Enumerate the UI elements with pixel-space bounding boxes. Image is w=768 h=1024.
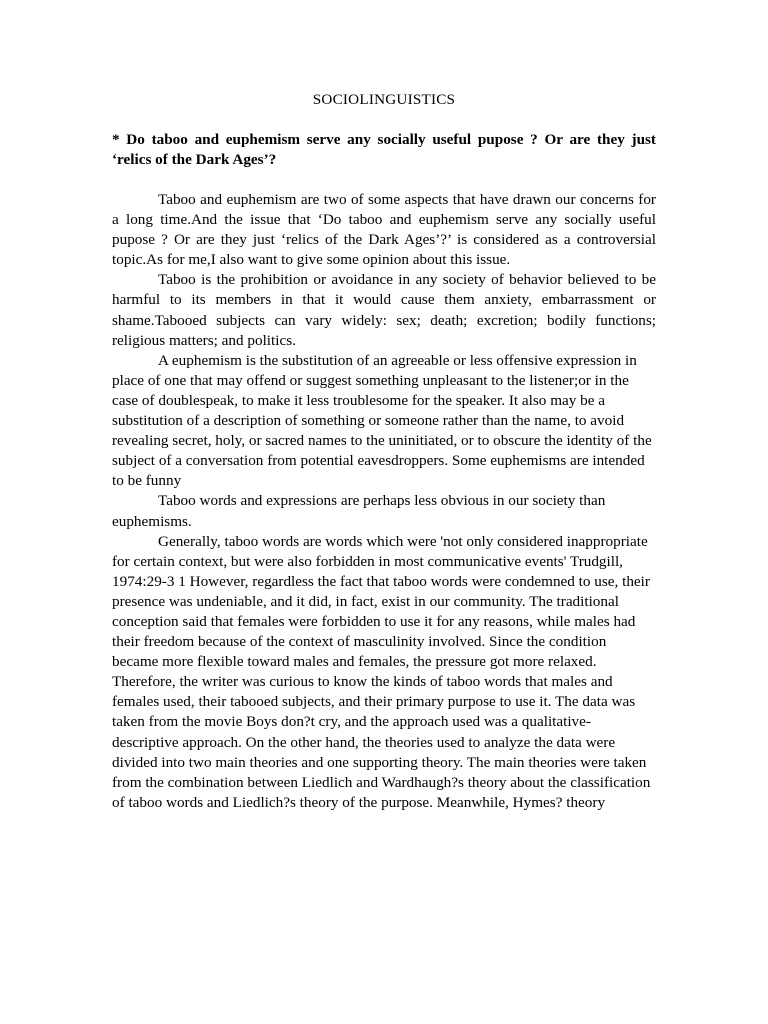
paragraph-taboo-definition: Taboo is the prohibition or avoidance in any society of behavior believed to be harmful to its members in that it would cause them anxiety, embarrassment or shame.Tabooed subjects can vary widely: sex; death; excretion; bodily functions; religious matters; and politics. (112, 271, 656, 349)
paragraph-taboo-study: Generally, taboo words are words which were 'not only considered inappropriate for certain context, but were also forbidden in most communicative events' Trudgill, 1974:29-3 1 However, regardless the fact that taboo words were condemned to use, their presence was undeniable, and it did, in fact, exist in our community. The traditional conception said that females were forbidden to use it for any reasons, while males had their freedom because of the context of masculinity involved. Since the condition became more flexible toward males and females, the pressure got more relaxed. Therefore, the writer was curious to know the kinds of taboo words that males and females used, their tabooed subjects, and their primary purpose to use it. The data was taken from the movie Boys don?t cry, and the approach used was a qualitative-descriptive approach. On the other hand, the theories used to analyze the data were divided into two main theories and one supporting theory. The main theories were taken from the combination between Liedlich and Wardhaugh?s theory about the classification of taboo words and Liedlich?s theory of the purpose. Meanwhile, Hymes? theory (112, 532, 651, 811)
paragraph-euphemism-definition: A euphemism is the substitution of an agreeable or less offensive expression in place of one that may offend or suggest something unpleasant to the listener;or in the case of doublespeak, to make it less troublesome for the speaker. It also may be a substitution of a description of something or someone rather than the name, to avoid revealing secret, holy, or sacred names to the uninitiated, or to obscure the identity of the subject of a conversation from potential eavesdroppers. Some euphemisms are intended to be funny (112, 351, 652, 490)
essay-question: * Do taboo and euphemism serve any socially useful pupose ? Or are they just ‘relics of the Dark Ages’? (112, 131, 656, 169)
document-title: SOCIOLINGUISTICS (312, 91, 456, 108)
paragraph-intro: Taboo and euphemism are two of some aspects that have drawn our concerns for a long time.And the issue that ‘Do taboo and euphemism serve any socially useful pupose ? Or are they just ‘relics of the Dark Ages’?’ is considered as a controversial topic.As for me,I also want to give some opinion about this issue. (112, 191, 656, 269)
paragraph-taboo-words: Taboo words and expressions are perhaps less obvious in our society than euphemisms. (112, 492, 606, 530)
document-body (112, 190, 656, 813)
